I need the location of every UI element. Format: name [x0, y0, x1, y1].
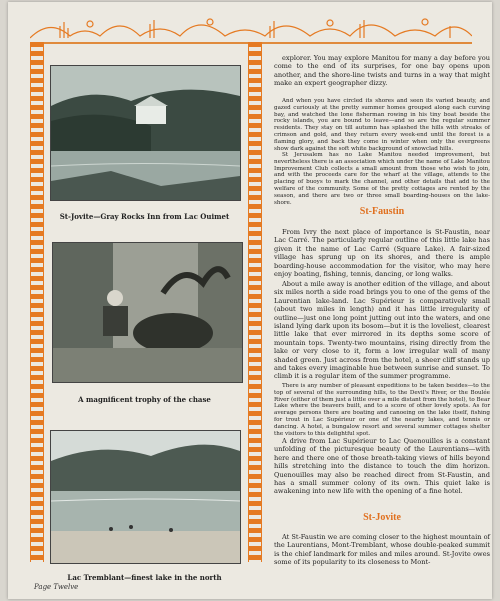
faustin-paragraph-1: From Ivry the next place of importance is St-Faustin, near Lac Carré. The particularly regular outline of this little lake has given it the name of Lac Carré (Square Lake). A fair-sized village has sprung up on its shores, and there is ample boarding-house accommodation for the visitor, who may here enjoy boating, fishing, tennis, dancing, or long walks. [274, 228, 490, 279]
caption-photo1: St-Jovite—Gray Rocks Inn from Lac Ouimet [59, 212, 230, 221]
decorative-header-strip [30, 8, 472, 44]
brochure-page [8, 2, 492, 599]
left-decorative-border [30, 42, 44, 562]
faustin-paragraph-2: About a mile away is another edition of the village, and about six miles north a side road brings you to one of the gems of the Laurentian lake-land. Lac Supérieur is comparatively small (about two miles in length) and it has little irregularity of outline—just one long point jutting out into the waters, and one island lying dark upon its bosom—but it is the loveliest, clearest little lake that ever mirrored in its depths some score of mountain tops. Twenty-two mountains, rising directly from the lake or very close to it, form a low irregular wall of many shaded green. Just across from the hotel, a sheer cliff stands up and takes every imaginable hue between sunrise and sunset. To climb it is a regular item of the summer programme. [274, 280, 490, 381]
photo-hunting-trophy [52, 242, 243, 383]
faustin-paragraph-4: A drive from Lac Supérieur to Lac Quenouilles is a constant unfolding of the picturesque beauty of the Laurentians—with here and there one of those breath-taking views of hills beyond hills stretching into the distance to touch the dim horizon. Quenouilles may also be reached direct from St-Faustin, and has a small summer colony of its own. This quiet lake is awakening into new life with the opening of a fine hotel. [274, 437, 490, 496]
caption-photo2: A magnificent trophy of the chase [78, 395, 211, 404]
intro-paragraph-1: explorer. You may explore Manitou for many a day before you come to the end of its surprises, for one bay opens upon another, and the shore-line twists and turns in a way that might make an expert geographer dizzy. [274, 54, 490, 88]
intro-paragraph-3: St Jerusalem has no Lake Manitou needed improvement, but nevertheless there is an association which under the name of Lake Manitou Improvement Club collects a small amount from those who wish to join, and with the proceeds care for the wharf at the village, attends to the placing of buoys to mark the channel, and other details that add to the welfare of the community. Some of the pretty cottages are rented by the season, and there are two or three small boarding-houses on the lake-shore. [274, 152, 490, 206]
photo-lac-tremblant [50, 430, 241, 564]
heading-st-faustin: St-Faustin [359, 206, 405, 217]
intro-paragraph-2: And when you have circled its shores and seen its varied beauty, and gazed curiously at the pretty summer homes grouped along each curving bay, and watched the lone fisherman rowing in his tiny boat beside the rocky islands, you are bound to leave—and so are the regular summer residents. They stay on till autumn has splashed the hills with streaks of crimson and gold, and they return every week-end until the forest is a flaming glory, and back they come in winter when only the evergreens show dark against the soft white background of snowclad hills. [274, 98, 490, 152]
faustin-paragraph-3: There is any number of pleasant expeditions to be taken besides—to the top of several of the surrounding hills, to the Devil's River, or the Boulée River (either of them just a little over a mile distant from the hotel), to Bear Lake where the beavers built, and to a score of other lovely spots. As for average persons there are boating and canoeing on the lake itself, fishing for trout in Lac Supérieur or one of the nearby lakes, and tennis or dancing. A hotel, a bungalow resort and several summer cottages shelter the visitors to this delightful spot. [274, 383, 490, 437]
photo-gray-rocks-inn [50, 65, 241, 201]
heading-st-jovite: St-Jovite [363, 512, 401, 523]
caption-photo3: Lac Tremblant—finest lake in the north [67, 573, 222, 582]
center-decorative-border [248, 42, 262, 562]
jovite-paragraph-1: At St-Faustin we are coming closer to the highest mountain of the Laurentians, Mont-Tremblant, whose double-peaked summit is the chief landmark for miles and miles around. St-Jovite owes some of its popularity to its closeness to Mont- [274, 533, 490, 567]
page-number: Page Twelve [34, 583, 79, 591]
